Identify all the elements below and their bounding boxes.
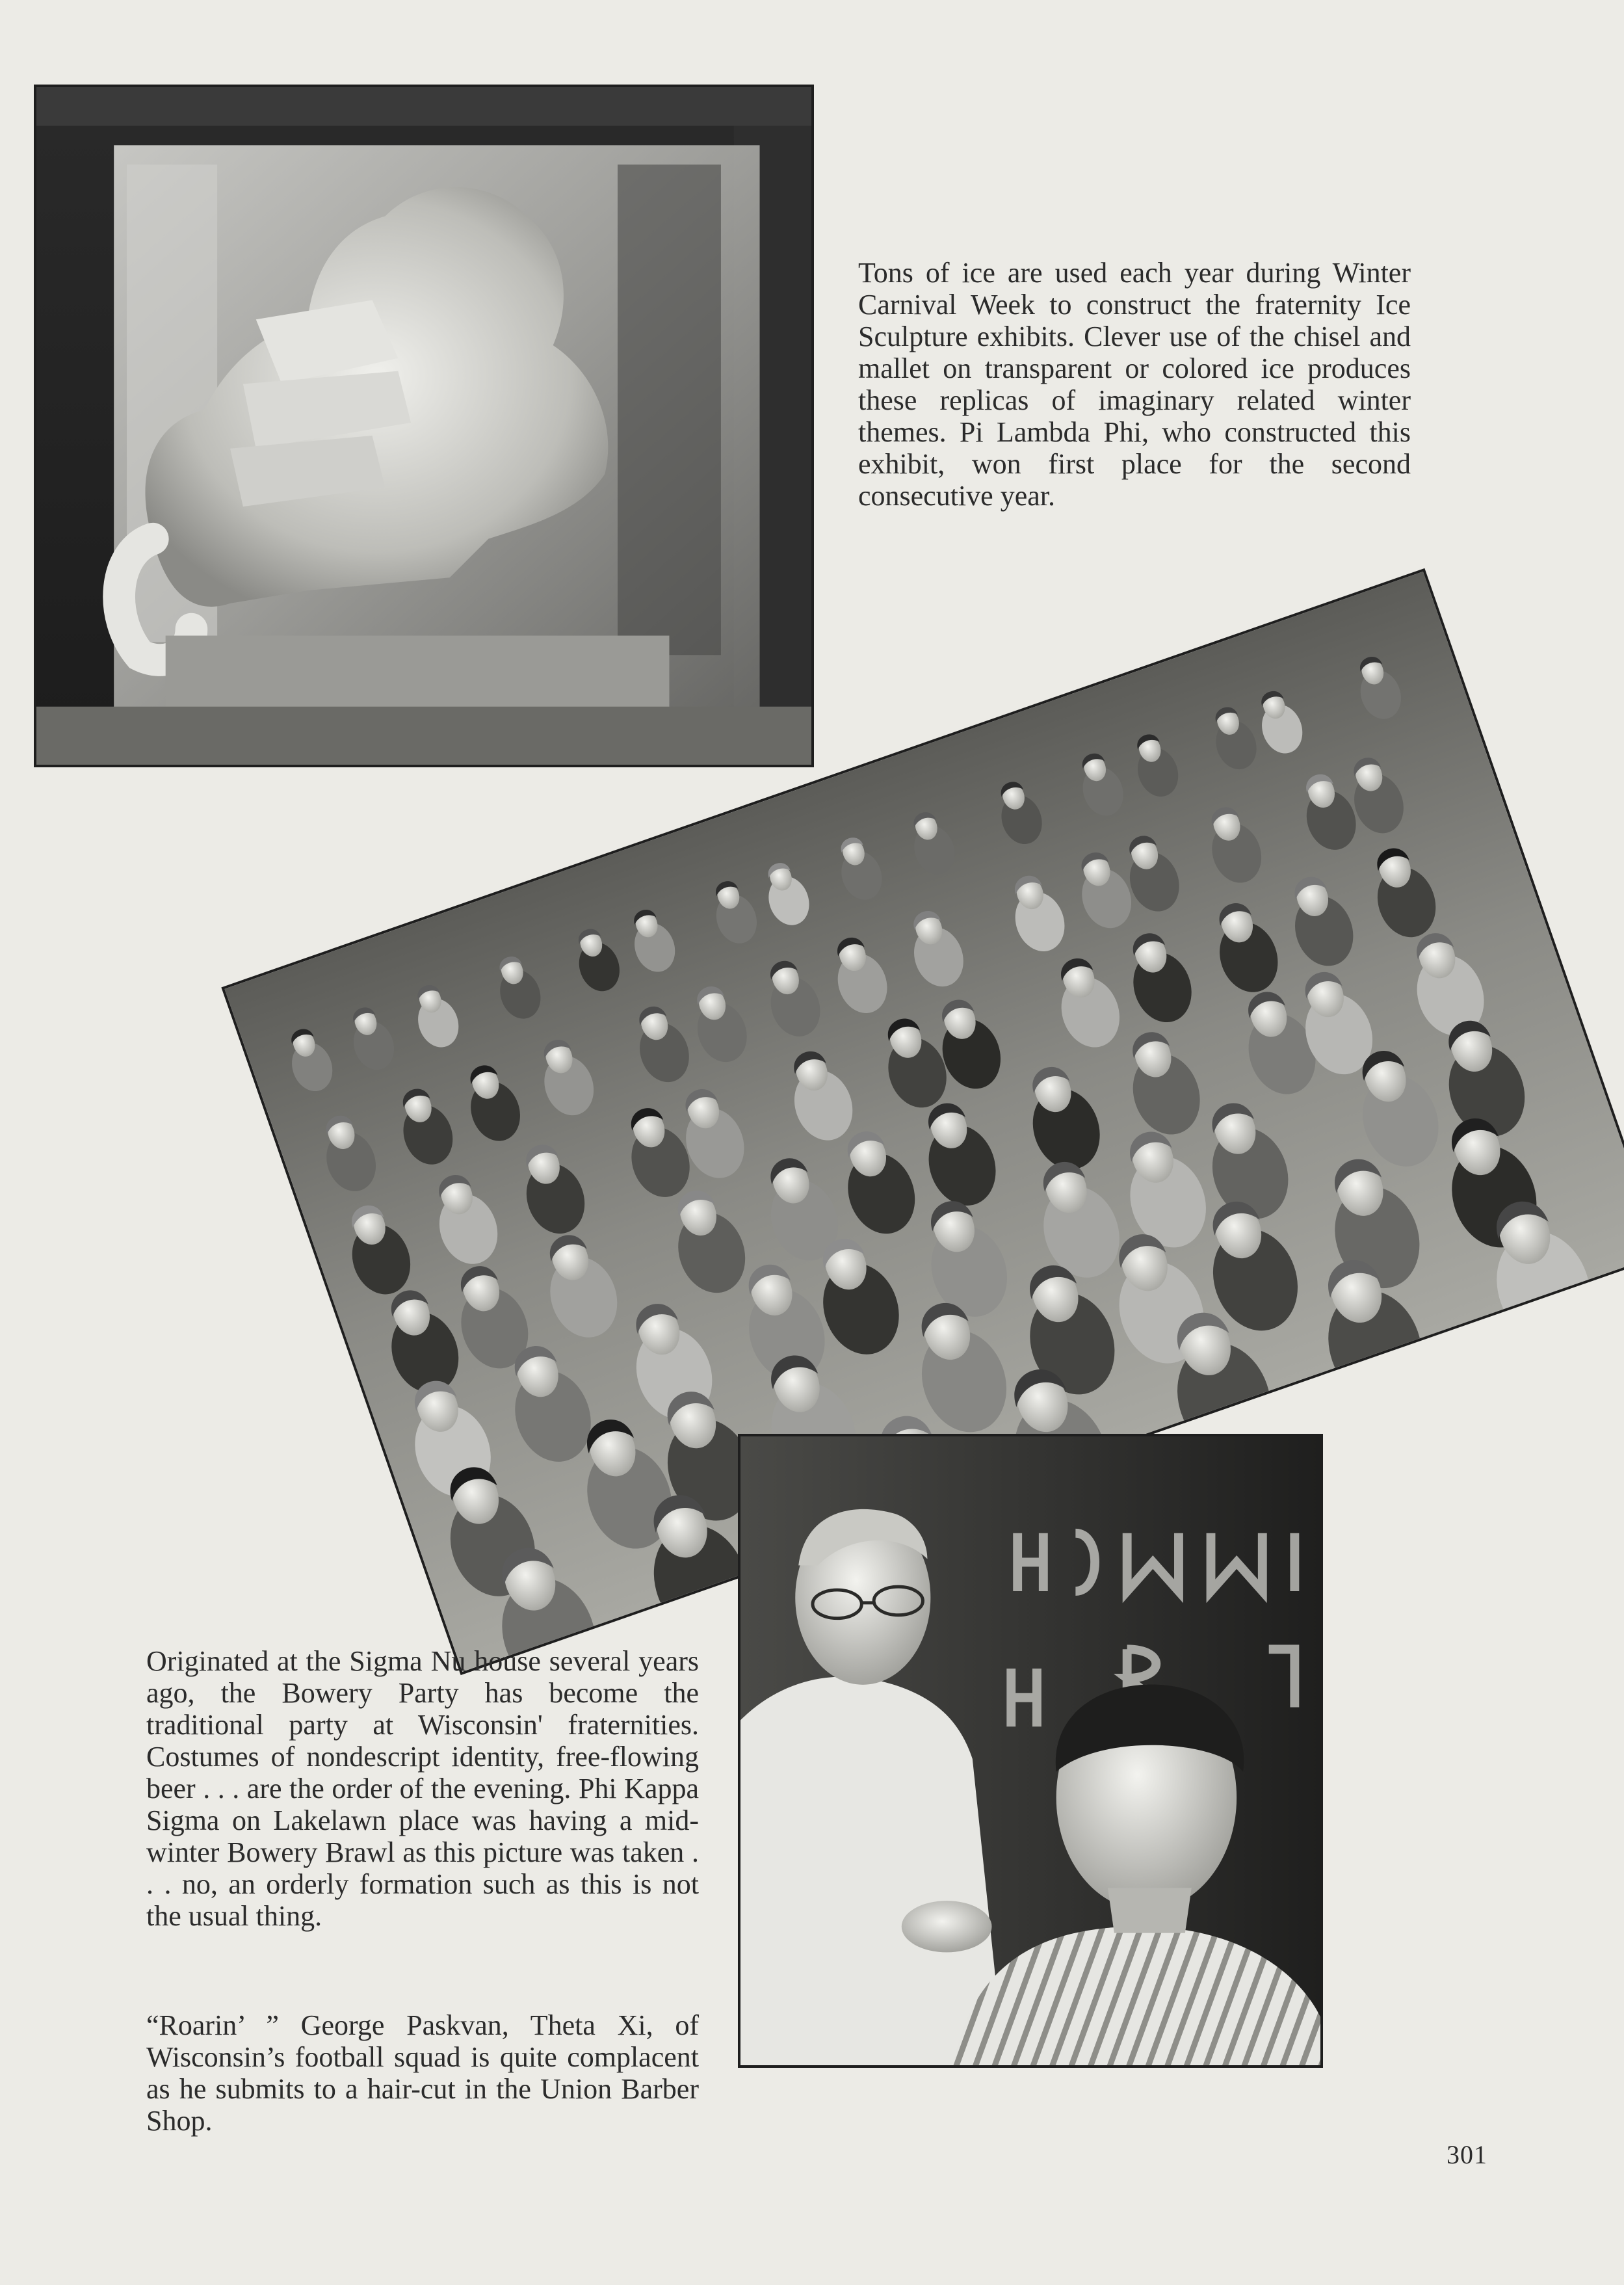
barber-shop-caption: “Roarin’ ” George Paskvan, Theta Xi, of Wisconsin’s football squad is quite complacent as he submits to a hair-cut in the Union Barber Shop. xyxy=(146,2009,699,2137)
ice-sculpture-photo xyxy=(34,85,814,767)
bowery-party-caption: Originated at the Sigma Nu house several years ago, the Bowery Party has become the traditional party at Wisconsin' fraternities. Costumes of nondescript identity, free-flowing beer . . . are the order of the evening. Phi Kappa Sigma on Lakelawn place was having a mid-winter Bowery Brawl as this picture was taken . . . no, an orderly formation such as this is not the usual thing. xyxy=(146,1645,699,1932)
ice-sculpture-image xyxy=(36,87,811,765)
ice-sculpture-caption: Tons of ice are used each year during Winter Carnival Week to construct the fraternity Ice Sculpture exhibits. Clever use of the chisel and mallet on transparent or colored ice produces these replicas of imaginary related winter themes. Pi Lambda Phi, who constructed this exhibit, won first place for the second consecutive year. xyxy=(858,257,1411,512)
barber-shop-photo xyxy=(738,1434,1323,2068)
page-number: 301 xyxy=(1447,2140,1487,2169)
barber-shop-image xyxy=(740,1436,1320,2065)
